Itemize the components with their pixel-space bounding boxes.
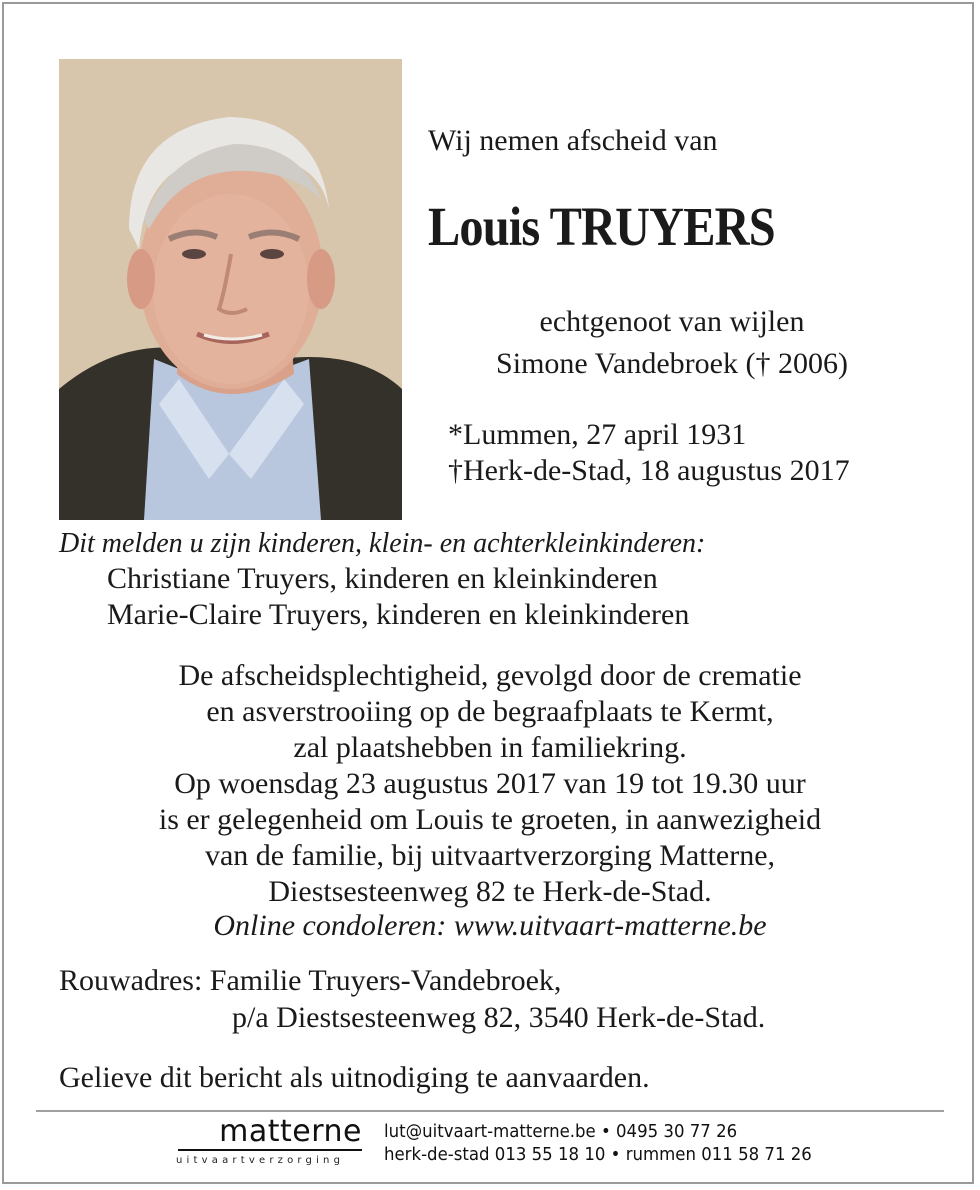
closing-text: Gelieve dit bericht als uitnodiging te aanvaarden. (59, 1061, 650, 1094)
rouwadres-line-2: p/a Diestsesteenweg 82, 3540 Herk-de-Stad. (232, 1001, 766, 1034)
online-condolence-link[interactable]: Online condoleren: www.uitvaart-matterne.be (213, 909, 767, 942)
intro-text: Wij nemen afscheid van (428, 124, 718, 157)
contact-phones: herk-de-stad 013 55 18 10 • rummen 011 58 71 26 (384, 1144, 812, 1165)
ceremony-line: Diestsesteenweg 82 te Herk-de-Stad. (268, 875, 712, 908)
ceremony-line: Op woensdag 23 augustus 2017 van 19 tot 19.30 uur (174, 767, 806, 800)
spouse-line-1: echtgenoot van wijlen (539, 305, 805, 338)
portrait-photo (59, 59, 402, 520)
ceremony-line: zal plaatshebben in familiekring. (293, 731, 687, 764)
ceremony-line: De afscheidsplechtigheid, gevolgd door de crematie (178, 659, 802, 692)
child-line: Marie-Claire Truyers, kinderen en kleinkinderen (107, 598, 690, 631)
logo-underline (178, 1149, 362, 1151)
matterne-logo: matterne (219, 1114, 362, 1149)
spouse-line-2: Simone Vandebroek († 2006) (496, 347, 848, 380)
ceremony-line: en asverstrooiing op de begraafplaats te Kermt, (206, 695, 774, 728)
logo-subtitle: uitvaartverzorging (176, 1155, 345, 1166)
ceremony-line: van de familie, bij uitvaartverzorging Matterne, (204, 839, 776, 872)
death-date: †Herk-de-Stad, 18 augustus 2017 (448, 454, 850, 487)
footer-divider (36, 1110, 944, 1112)
child-line: Christiane Truyers, kinderen en kleinkinderen (107, 562, 658, 595)
rouwadres-line-1: Rouwadres: Familie Truyers-Vandebroek, (59, 964, 562, 997)
birth-date: *Lummen, 27 april 1931 (448, 418, 747, 451)
announcement-text: Dit melden u zijn kinderen, klein- en achterkleinkinderen: (59, 528, 706, 559)
contact-email-phone[interactable]: lut@uitvaart-matterne.be • 0495 30 77 26 (384, 1121, 738, 1142)
deceased-name: Louis TRUYERS (428, 196, 775, 257)
ceremony-line: is er gelegenheid om Louis te groeten, in aanwezigheid (158, 803, 822, 836)
